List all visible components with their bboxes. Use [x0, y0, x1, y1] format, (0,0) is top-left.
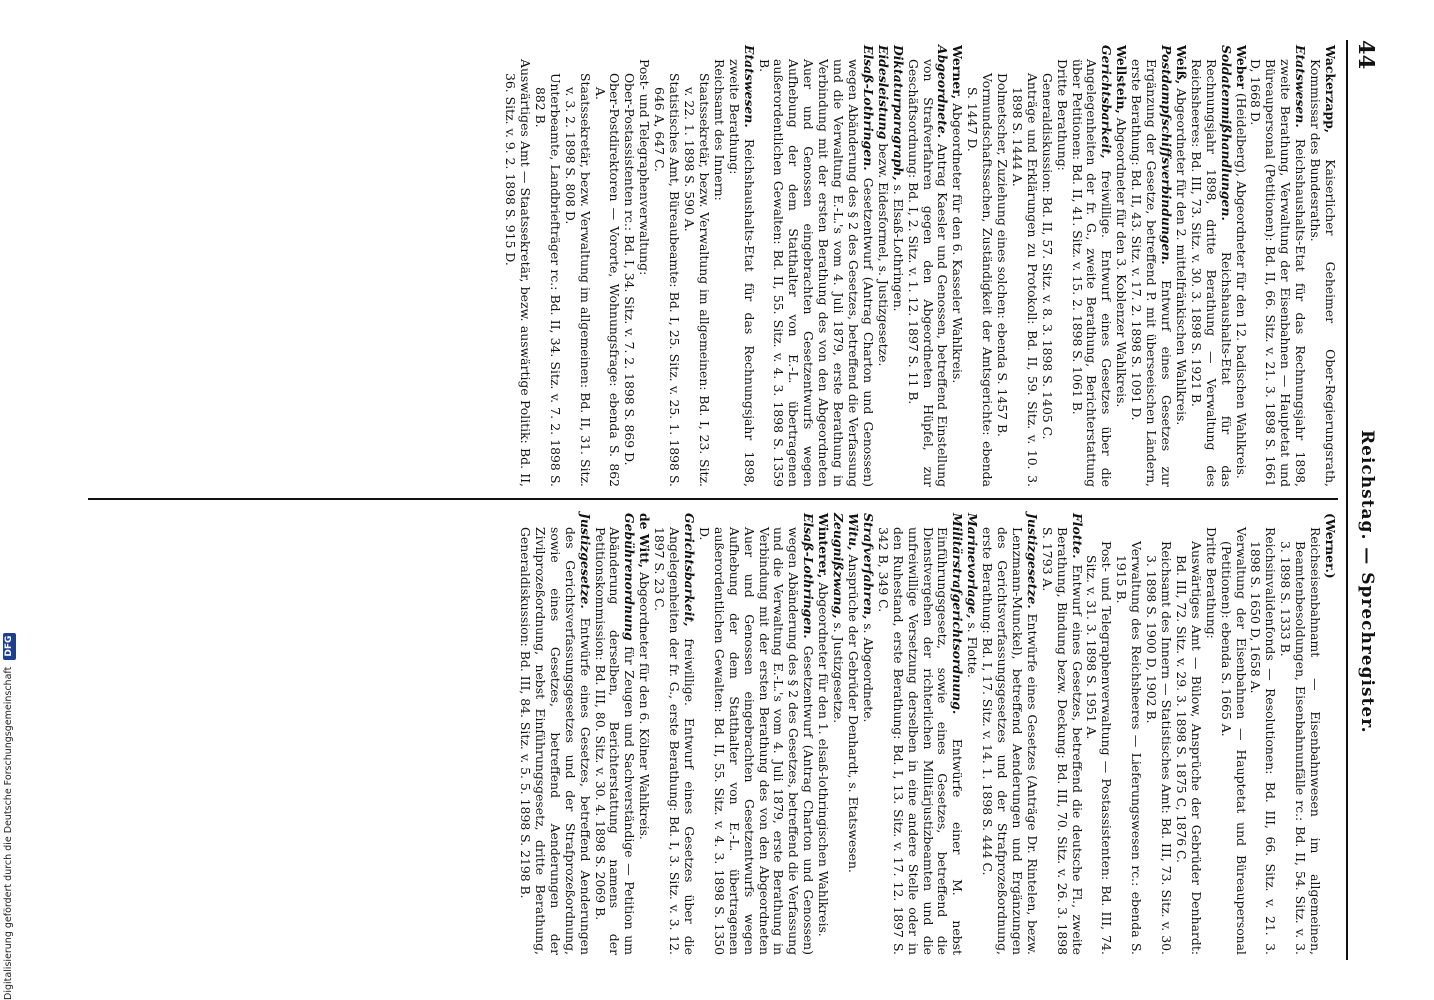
entry-text: Ober-Postassistenten rc.: Bd. I, 34. Sitz. v. 7. 2. 1898 S. 869 D.: [622, 73, 638, 466]
entry-text: Entwurf eines Gesetzes, betreffend die deutsche Fl., zweite Berathung, Bindung bezw. Deckung: Bd. III, 70. Sitz. v. 26. 3. 1898 S. 1793 A.: [1039, 527, 1085, 955]
register-subentry: [1173, 513, 1203, 955]
entry-text: Vormundschaftssachen, Zuständigkeit der Amtsgerichte: ebenda S. 1447 D.: [965, 73, 996, 487]
entry-text: Antrag Kaesler und Genossen, betreffend Einstellung von Strafverfahren gegen den Abgeordneten Hüpfel, zur Geschäftsordnung: Bd. I, 2. Sitz. v. 1. 12. 1897 S. 11 B.: [905, 59, 951, 487]
credit-text: Digitalisierung gefördert durch die Deutsche Forschungsgemeinschaft: [3, 666, 14, 1000]
subject-keyword: Eidesleistung: [875, 45, 891, 140]
entry-text: Verwaltung der Eisenbahnen — Hauptetat und Büreaupersonal (Petitionen): ebenda S. 1665 A.: [1218, 527, 1249, 955]
subject-keyword: Abgeordnete.: [935, 45, 951, 139]
subject-keyword: Elsaß-Lothringen.: [801, 513, 817, 639]
entry-text: Reichseisenbahnamt — Eisenbahnwesen im allgemeinen, Beamtenbesoldungen, Eisenbahnunfälle rc.: Bd. II, 54. Sitz. v. 3. 3. 1898 S. 1333 B.: [1278, 527, 1324, 955]
entry-text: Staatssekretär, bezw. Verwaltung im allgemeinen: Bd. II, 31. Sitz. v. 3. 2. 1898 S. 808 D.: [562, 73, 593, 487]
subject-keyword: Diktaturparagraph,: [890, 45, 906, 181]
register-subentry: [1069, 45, 1114, 487]
entry-text: Entwurf eines Gesetzes zur Ergänzung der Gesetze, betreffend P. mit überseeischen Ländern, erste Berathung: Bd. II, 43. Sitz. v. 17. 2. 1898 S. 1091 D.: [1129, 59, 1175, 487]
register-subentry: [726, 45, 756, 487]
subject-keyword: Flotte.: [1069, 513, 1085, 559]
speaker-name: Weiß,: [1173, 45, 1189, 85]
subject-keyword: Zeugnißzwang,: [831, 513, 847, 619]
entry-text: Reichsamt des Innern:: [711, 59, 727, 201]
register-subentry: [1084, 513, 1114, 955]
register-subentry: [562, 45, 592, 487]
subject-keyword: Gerichtsbarkeit,: [682, 513, 698, 627]
speaker-name: (Werner.): [1323, 513, 1338, 579]
page-header: [1353, 40, 1379, 960]
entry-text: Abgeordneter für den 6. Kasseler Wahlkreis.: [950, 103, 966, 384]
subject-keyword: Gerichtsbarkeit,: [1099, 45, 1115, 159]
register-subentry: [756, 45, 875, 487]
register-subentry: [622, 45, 637, 487]
entry-text: Auswärtiges Amt — Staatssekretär, bezw. auswärtige Politik: Bd. II, 36. Sitz. v. 9. 2. 1898 S. 915 D.: [503, 59, 534, 487]
subject-keyword: Etatswesen.: [1293, 45, 1309, 128]
header-rule: [1346, 40, 1348, 960]
entry-text: Abgeordneter für den 2. mittelfränkischen Wahlkreis.: [1173, 88, 1189, 426]
speaker-name: de Witt,: [637, 513, 653, 569]
entry-text: Ober-Postdirektoren — Vororte, Wohnungsfrage: ebenda S. 862 A.: [592, 73, 623, 487]
register-subentry: [905, 45, 950, 487]
register-subentry: [1248, 513, 1278, 955]
register-subentry: [651, 513, 696, 955]
entry-text: s. Flotte.: [965, 622, 981, 678]
speaker-name: Werner,: [950, 45, 966, 100]
register-entry: [1173, 45, 1188, 487]
subject-keyword: Strafverfahren,: [860, 513, 876, 620]
subject-keyword: Militärstrafgerichtsordnung.: [950, 513, 966, 715]
register-subentry: [1009, 45, 1039, 487]
entry-text: Reichsamt des Innern — Statistisches Amt: Bd. III, 73. Sitz. v. 30. 3. 1898 S. 1900 D, 1902 B.: [1144, 541, 1175, 955]
register-subentry: [994, 45, 1009, 487]
entry-text: Post- und Telegraphenverwaltung — Postassistenten: Bd. III, 74. Sitz. v. 31. 3. 1898 S. 1951 A.: [1084, 541, 1115, 955]
register-subentry: [964, 513, 979, 955]
register-subentry: [979, 513, 1039, 955]
register-subentry: [696, 513, 815, 955]
entry-text: Auswärtiges Amt — Bülow, Ansprüche der Gebrüder Denhardt: Bd. III, 72. Sitz. v. 29. 3. 1898 S. 1875 C, 1876 C.: [1173, 541, 1204, 955]
dfg-logo: DFG: [3, 633, 16, 660]
entry-text: freiwillige. Entwurf eines Gesetzes über die Angelegenheiten der fr. G., zweite Berathung, Berichterstattung über Petitionen: Bd. II, 41. Sitz. v. 15. 2. 1898 S. 1061 B.: [1069, 59, 1115, 487]
entry-text: Gesetzentwurf (Antrag Charton und Genossen) wegen Abänderung des § 2 des Gesetzes, betreffend die Verfassung und die Verwaltung E.-L.'s vom 4. Juli 1879, erste Berathung in Verbindung mit der ersten Berathung des von den Abgeordneten Auer und Genossen eingebrachten Gesetzentwurfs wegen Aufhebung der dem Statthalter von E.-L. übertragenen außerordentlichen Gewalten: Bd. II, 55. Sitz. v. 4. 3. 1898 S. 1350 D.: [696, 527, 817, 955]
entry-text: freiwillige. Entwurf eines Gesetzes über die Angelegenheiten der fr. G., erste Berathung: Bd. I, 3. Sitz. v. 3. 12. 1897 S. 23 C.: [652, 527, 698, 955]
register-subentry: [845, 513, 860, 955]
entry-text: Abgeordneter für den 1. elsaß-lothringischen Wahlkreis.: [816, 582, 832, 937]
credit-strip: [0, 600, 18, 1000]
entry-text: Gesetzentwurf (Antrag Charton und Genossen) wegen Abänderung des § 2 des Gesetzes, betreffend die Verfassung und die Verwaltung E.-L.'s vom 4. Juli 1879, erste Berathung in Verbindung mit der ersten Berathung des von den Abgeordneten Auer und Genossen eingebrachten Gesetzentwurfs wegen Aufhebung der dem Statthalter von E.-L. übertragenen außerordentlichen Gewalten: Bd. II, 55. Sitz. v. 4. 3. 1898 S. 1359 B.: [756, 59, 876, 487]
register-entry: [815, 513, 830, 955]
register-subentry: [1277, 513, 1322, 955]
entry-text: s. Elsaß-Lothringen.: [890, 184, 906, 312]
register-subentry: [532, 45, 562, 487]
entry-text: Dritte Berathung:: [1054, 59, 1070, 171]
entry-text: Abgeordneter für den 3. Koblenzer Wahlkreis.: [1114, 117, 1130, 408]
subject-keyword: Justizgesetze.: [1024, 513, 1040, 609]
page-number: 44: [1354, 40, 1379, 70]
register-entry: [1322, 513, 1337, 955]
entry-text: Kaiserlicher Geheimer Ober-Regierungsrath, Kommissar des Bundesraths.: [1308, 59, 1338, 487]
register-subentry: [1039, 513, 1084, 955]
register-subentry: [860, 513, 875, 955]
entry-text: Anträge und Erklärungen zu Protokoll: Bd. II, 59. Sitz. v. 10. 3. 1898 S. 1444 A.: [1009, 73, 1040, 487]
subject-keyword: Soldatenmißhandlungen.: [1218, 45, 1234, 221]
entry-text: s. Justizgesetze.: [831, 622, 847, 724]
register-subentry: [636, 45, 651, 487]
register-subentry: [1248, 45, 1308, 487]
entry-text: Post- und Telegraphenverwaltung:: [637, 59, 653, 276]
register-subentry: [1203, 513, 1218, 955]
register-subentry: [517, 513, 592, 955]
left-column: [502, 45, 1337, 487]
speaker-name: Winterer,: [816, 513, 832, 579]
register-subentry: [1113, 513, 1143, 955]
register-subentry: [964, 45, 994, 487]
entry-text: Reichshaushalts-Etat für das Rechnungsjahr 1898, zweite Berathung, Verwaltung der Eisenbahnen — Hauptetat und Büreaupersonal (Petitionen): Bd. II, 66. Sitz. v. 21. 3. 1898 S. 1661 D, 1668 D.: [1248, 59, 1309, 487]
entry-text: s. Abgeordnete.: [860, 623, 876, 723]
subject-keyword: Gebührenordnung: [622, 513, 638, 641]
subject-keyword: Witu,: [846, 513, 861, 551]
register-entry: [636, 513, 651, 955]
column-divider: [88, 498, 1338, 500]
entry-text: Staatssekretär, bezw. Verwaltung im allgemeinen: Bd. I, 23. Sitz. v. 22. 1. 1898 S. 590 A.: [682, 73, 712, 487]
entry-text: Reichshaushalts-Etat für das Rechnungsjahr 1898, dritte Berathung — Verwaltung des Reichsheeres: Bd. III, 73. Sitz. v. 30. 3. 1898 S. 1921 B.: [1188, 59, 1234, 487]
entry-text: Ansprüche der Gebrüder Denhardt, s. Etatswesen.: [846, 554, 861, 873]
speaker-name: Wellstein,: [1114, 45, 1130, 114]
subject-keyword: Postdampfschiffsverbindungen.: [1159, 45, 1175, 265]
entry-text: Dritte Berathung:: [1203, 527, 1219, 639]
register-subentry: [1188, 45, 1233, 487]
entry-text: Statistisches Amt, Büreaubeamte: Bd. I, 25. Sitz. v. 25. 1. 1898 S. 646 A, 647 C.: [652, 73, 683, 487]
register-subentry: [1039, 45, 1054, 487]
register-subentry: [1054, 45, 1069, 487]
register-subentry: [651, 45, 681, 487]
register-subentry: [681, 45, 711, 487]
entry-text: für Zeugen und Sachverständige — Petition um Abänderung derselben, Berichterstattung namens der Petitionskommission: Bd. III, 80. Sitz. v. 30. 4. 1898 S. 2069 B.: [592, 527, 638, 955]
register-subentry: [875, 513, 964, 955]
register-subentry: [592, 45, 622, 487]
register-subentry: [1128, 45, 1173, 487]
subject-keyword: Justizgesetze.: [577, 513, 593, 609]
register-subentry: [502, 45, 532, 487]
register-subentry: [711, 45, 726, 487]
entry-text: Reichsinvalidenfonds — Resolutionen: Bd. III, 66. Sitz. v. 21. 3. 1898 S. 1650 D, 1658 A.: [1248, 527, 1279, 955]
entry-text: (Heidelberg), Abgeordneter für den 12. badischen Wahlkreis.: [1233, 92, 1249, 479]
register-subentry: [1143, 513, 1173, 955]
entry-text: Unterbeamte, Landbriefträger rc.: Bd. II, 34. Sitz. v. 7. 2. 1898 S. 882 B.: [532, 73, 563, 487]
register-entry: [949, 45, 964, 487]
register-subentry: [592, 513, 637, 955]
entry-text: Dolmetscher, Zuziehung eines solchen: ebenda S. 1457 B.: [995, 73, 1011, 437]
right-column: [517, 513, 1337, 955]
entry-text: Verwaltung des Reichsheeres — Lieferungswesen rc.: ebenda S. 1915 B.: [1114, 541, 1145, 955]
entry-text: Abgeordneter für den 6. Kölner Wahlkreis.: [637, 571, 653, 840]
register-subentry: [1218, 513, 1248, 955]
entry-text: Entwürfe einer M. nebst Einführungsgesetz, sowie eines Gesetzes, betreffend die Dienstvergehen der richterlichen Militärjustizbeamten und die unfreiwillige Versetzung derselben in eine andere Stelle oder in den Ruhestand, erste Berathung: Bd. I, 13. Sitz. v. 17. 12. 1897 S. 342 B, 349 C.: [875, 527, 966, 955]
register-entry: [1113, 45, 1128, 487]
register-entry: [1233, 45, 1248, 487]
running-title: Reichstag. — Sprechregister.: [1357, 430, 1377, 734]
entry-text: Generaldiskussion: Bd. II, 57. Sitz. v. 8. 3. 1898 S. 1405 C.: [1039, 73, 1055, 440]
entry-text: Entwürfe eines Gesetzes (Anträge Dr. Rintelen, bezw. Lenzmann-Munckel), betreffend Aenderungen und Ergänzungen des Gerichtsverfassungsgesetzes und der Strafprozeßordnung, erste Berathung: Bd. I, 17. Sitz. v. 14. 1. 1898 S. 444 C.: [980, 527, 1040, 955]
subject-keyword: Etatswesen.: [741, 45, 757, 128]
register-subentry: [875, 45, 890, 487]
subject-keyword: Marinevorlage,: [965, 513, 981, 619]
entry-text: Entwürfe eines Gesetzes, betreffend Aenderungen des Gerichtsverfassungsgesetzes und der Strafprozeßordnung, sowie eines Gesetzes, betreffend Aenderungen der Zivilprozeßordnung, nebst Einführungsgesetz, dritte Berathung, Generaldiskussion: Bd. III, 84. Sitz. v. 5. 5. 1898 S. 2198 B.: [518, 527, 593, 955]
register-subentry: [830, 513, 845, 955]
speaker-name: Weber: [1233, 45, 1249, 89]
speaker-name: Wackerzapp,: [1323, 45, 1338, 134]
register-subentry: [890, 45, 905, 487]
subject-keyword: Elsaß-Lothringen.: [860, 45, 876, 171]
entry-text: Reichshaushalts-Etat für das Rechnungsjahr 1898, zweite Berathung:: [726, 59, 757, 487]
register-entry: [1307, 45, 1337, 487]
entry-text: bezw. Eidesformel, s. Justizgesetze.: [875, 143, 891, 367]
